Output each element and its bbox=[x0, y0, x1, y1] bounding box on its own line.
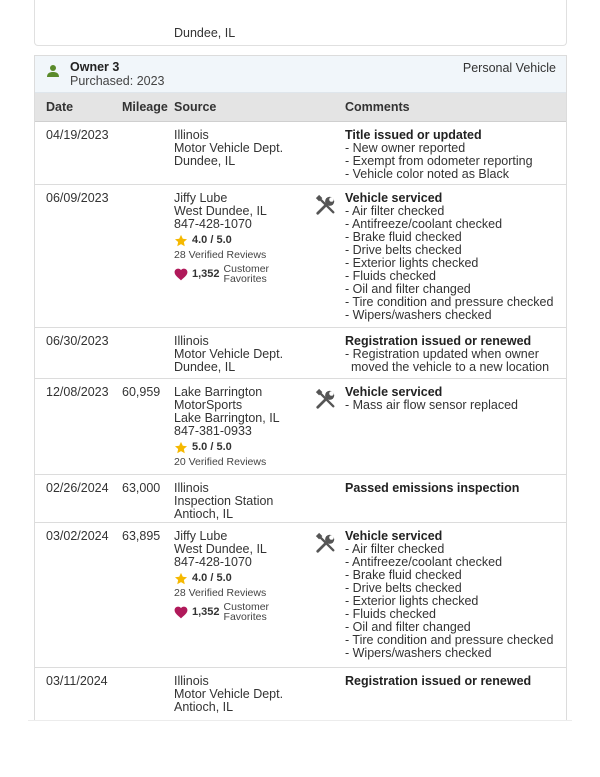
favorites-count: 1,352 bbox=[192, 267, 220, 280]
owner-purchased-year: Purchased: 2023 bbox=[70, 74, 165, 88]
comment-item: - Wipers/washers checked bbox=[345, 646, 492, 660]
comment-item: - Wipers/washers checked bbox=[345, 308, 492, 322]
source-line: Motor Vehicle Dept. bbox=[174, 687, 284, 701]
favorites-label-line: Customer bbox=[223, 601, 270, 613]
customer-favorites bbox=[174, 264, 314, 284]
comment-title: Registration issued or renewed bbox=[345, 334, 532, 348]
source-line: West Dundee, IL bbox=[174, 542, 267, 556]
record-date: 02/26/2024 bbox=[46, 481, 109, 495]
record-comments bbox=[345, 386, 560, 412]
record-mileage: 60,959 bbox=[122, 385, 161, 399]
source-line: Illinois bbox=[174, 481, 209, 495]
column-header-source: Source bbox=[174, 100, 217, 114]
table-header bbox=[35, 93, 566, 122]
comment-title: Vehicle serviced bbox=[345, 529, 443, 543]
comment-title: Vehicle serviced bbox=[345, 385, 443, 399]
record-comments bbox=[345, 675, 560, 688]
table-row bbox=[35, 185, 566, 328]
comment-title: Registration issued or renewed bbox=[345, 674, 532, 688]
customer-favorites bbox=[174, 602, 314, 622]
comment-item: - Antifreeze/coolant checked bbox=[345, 555, 503, 569]
comment-item: - Registration updated when owner moved the vehicle to a new location bbox=[345, 347, 550, 374]
record-source bbox=[174, 192, 314, 284]
source-line: Antioch, IL bbox=[174, 507, 234, 521]
source-line: Inspection Station bbox=[174, 494, 274, 508]
comment-item: - Air filter checked bbox=[345, 204, 445, 218]
star-icon bbox=[174, 441, 188, 455]
owner-name: Owner 3 bbox=[70, 60, 120, 74]
comment-item: - New owner reported bbox=[345, 141, 466, 155]
rating bbox=[174, 233, 314, 248]
favorites-label-line: Favorites bbox=[223, 611, 267, 623]
record-date: 06/09/2023 bbox=[46, 191, 109, 205]
owner-history-card bbox=[34, 55, 567, 720]
tools-icon bbox=[314, 532, 338, 554]
record-comments bbox=[345, 530, 560, 660]
source-line: Lake Barrington bbox=[174, 385, 263, 399]
comment-item: - Fluids checked bbox=[345, 607, 437, 621]
bottom-divider bbox=[28, 720, 572, 721]
favorites-count: 1,352 bbox=[192, 605, 220, 618]
column-header-date: Date bbox=[46, 100, 74, 114]
source-line: Motor Vehicle Dept. bbox=[174, 141, 284, 155]
record-source bbox=[174, 129, 314, 168]
comment-item: - Antifreeze/coolant checked bbox=[345, 217, 503, 231]
star-icon bbox=[174, 572, 188, 586]
table-row bbox=[35, 668, 566, 720]
source-line: West Dundee, IL bbox=[174, 204, 267, 218]
previous-record-fragment bbox=[34, 0, 567, 46]
owner-header bbox=[35, 56, 566, 93]
previous-record-location: Dundee, IL bbox=[174, 26, 236, 40]
source-line: Motor Vehicle Dept. bbox=[174, 347, 284, 361]
favorites-label-line: Favorites bbox=[223, 273, 267, 285]
comment-title: Vehicle serviced bbox=[345, 191, 443, 205]
comment-item: - Mass air flow sensor replaced bbox=[345, 398, 518, 412]
source-line: Jiffy Lube bbox=[174, 191, 228, 205]
source-line: Dundee, IL bbox=[174, 154, 236, 168]
source-line: 847-381-0933 bbox=[174, 424, 252, 438]
table-row bbox=[35, 379, 566, 475]
record-source bbox=[174, 482, 314, 521]
comment-item: - Oil and filter changed bbox=[345, 620, 471, 634]
record-comments bbox=[345, 129, 560, 181]
record-comments bbox=[345, 482, 560, 495]
source-line: Dundee, IL bbox=[174, 360, 236, 374]
comment-item: - Air filter checked bbox=[345, 542, 445, 556]
record-mileage: 63,000 bbox=[122, 481, 161, 495]
comment-title: Passed emissions inspection bbox=[345, 481, 520, 495]
record-date: 06/30/2023 bbox=[46, 334, 109, 348]
column-header-comments: Comments bbox=[345, 100, 410, 114]
rating-score: 4.0 / 5.0 bbox=[192, 572, 232, 584]
comment-item: - Brake fluid checked bbox=[345, 568, 462, 582]
table-row bbox=[35, 328, 566, 379]
record-date: 04/19/2023 bbox=[46, 128, 109, 142]
source-line: Jiffy Lube bbox=[174, 529, 228, 543]
comment-item: - Drive belts checked bbox=[345, 581, 462, 595]
tools-icon bbox=[314, 194, 338, 216]
record-source bbox=[174, 335, 314, 374]
verified-reviews-link[interactable]: 20 Verified Reviews bbox=[174, 456, 267, 468]
comment-item: - Exterior lights checked bbox=[345, 256, 479, 270]
source-line: Illinois bbox=[174, 674, 209, 688]
rating bbox=[174, 571, 314, 586]
favorites-label bbox=[224, 602, 270, 622]
comment-item: - Vehicle color noted as Black bbox=[345, 167, 509, 181]
favorites-label-line: Customer bbox=[223, 263, 270, 275]
verified-reviews-link[interactable]: 28 Verified Reviews bbox=[174, 249, 267, 261]
source-line: Antioch, IL bbox=[174, 700, 234, 714]
source-line: MotorSports bbox=[174, 398, 243, 412]
favorites-label bbox=[224, 264, 270, 284]
record-date: 03/11/2024 bbox=[46, 674, 108, 688]
record-comments bbox=[345, 192, 560, 322]
comment-item: - Exempt from odometer reporting bbox=[345, 154, 533, 168]
record-source bbox=[174, 386, 314, 469]
table-row bbox=[35, 122, 566, 185]
record-comments bbox=[345, 335, 560, 374]
comment-item: - Brake fluid checked bbox=[345, 230, 462, 244]
person-icon bbox=[46, 64, 60, 78]
source-line: Illinois bbox=[174, 128, 209, 142]
record-mileage: 63,895 bbox=[122, 529, 161, 543]
heart-icon bbox=[174, 606, 188, 619]
record-source bbox=[174, 675, 314, 714]
verified-reviews-link[interactable]: 28 Verified Reviews bbox=[174, 587, 267, 599]
column-header-mileage: Mileage bbox=[122, 100, 168, 114]
tools-icon bbox=[314, 388, 338, 410]
rating-score: 5.0 / 5.0 bbox=[192, 441, 232, 453]
source-line: 847-428-1070 bbox=[174, 217, 252, 231]
record-date: 03/02/2024 bbox=[46, 529, 109, 543]
comment-item: - Drive belts checked bbox=[345, 243, 462, 257]
source-line: Illinois bbox=[174, 334, 209, 348]
heart-icon bbox=[174, 268, 188, 281]
comment-item: - Tire condition and pressure checked bbox=[345, 633, 554, 647]
comment-item: - Oil and filter changed bbox=[345, 282, 471, 296]
source-line: Lake Barrington, IL bbox=[174, 411, 280, 425]
record-date: 12/08/2023 bbox=[46, 385, 109, 399]
source-line: 847-428-1070 bbox=[174, 555, 252, 569]
comment-title: Title issued or updated bbox=[345, 128, 482, 142]
rating bbox=[174, 440, 314, 455]
comment-item: - Fluids checked bbox=[345, 269, 437, 283]
table-row bbox=[35, 523, 566, 668]
table-row bbox=[35, 475, 566, 523]
star-icon bbox=[174, 234, 188, 248]
comment-item: - Tire condition and pressure checked bbox=[345, 295, 554, 309]
owner-vehicle-type: Personal Vehicle bbox=[462, 61, 556, 75]
comment-item: - Exterior lights checked bbox=[345, 594, 479, 608]
rating-score: 4.0 / 5.0 bbox=[192, 234, 232, 246]
record-source bbox=[174, 530, 314, 622]
